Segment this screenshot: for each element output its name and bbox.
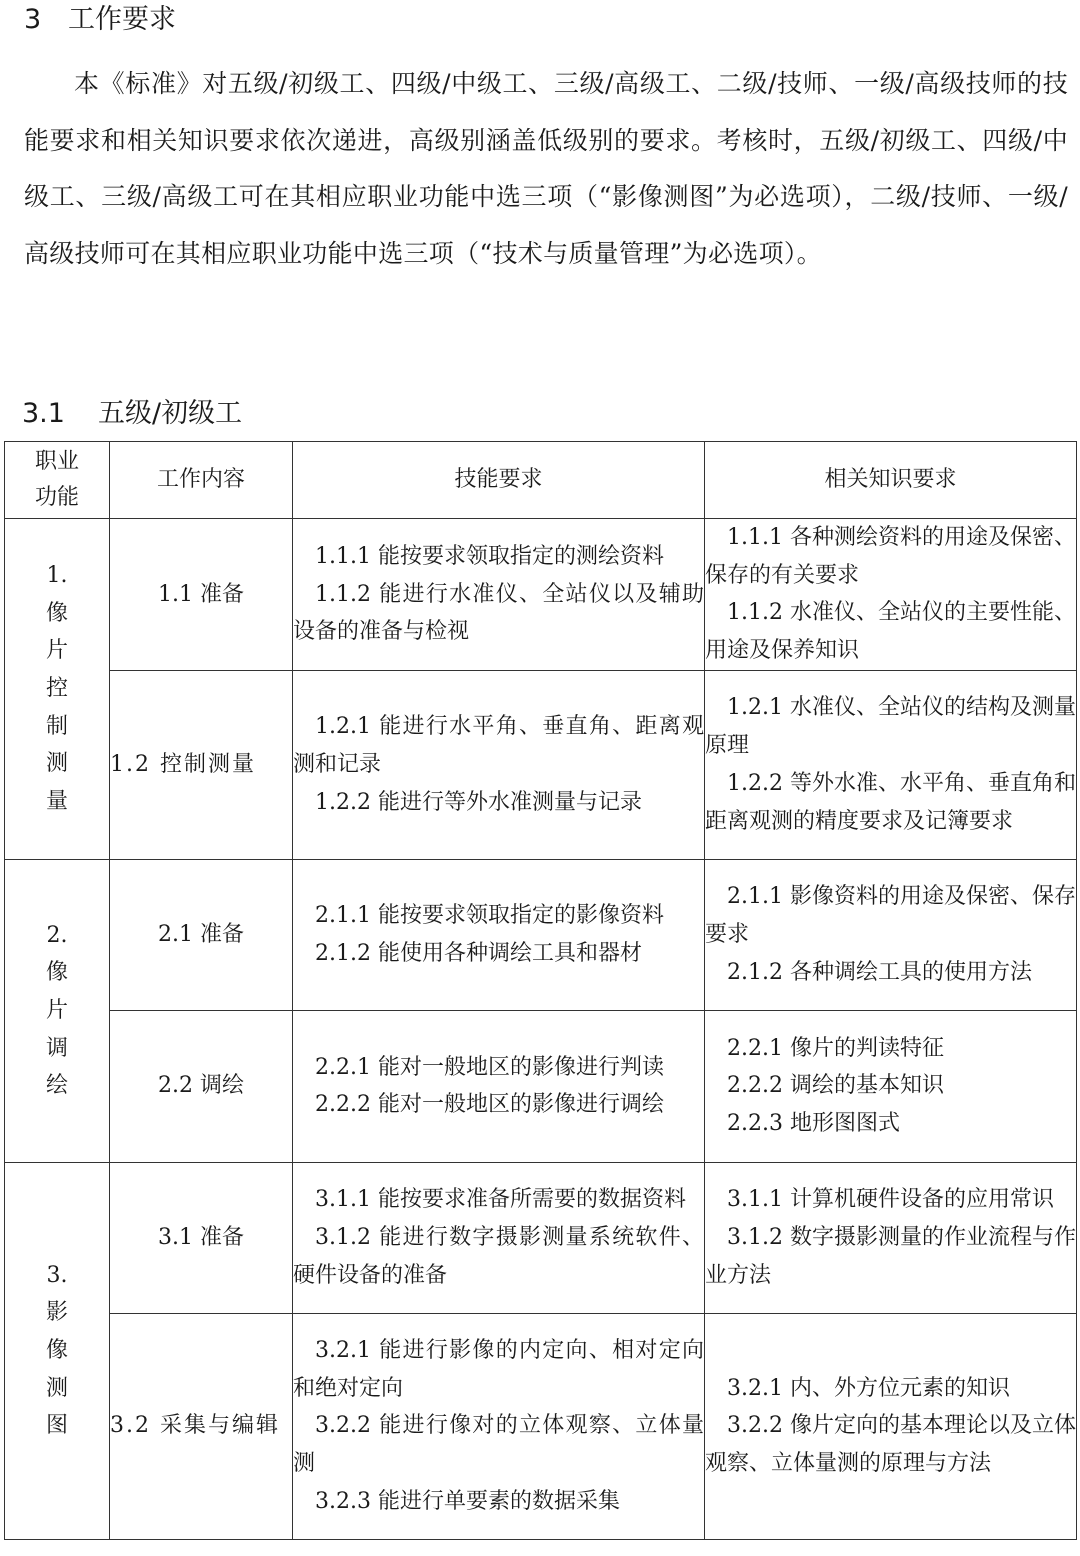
function-label: 3.影像测图	[45, 1262, 68, 1439]
table-row	[5, 519, 1077, 671]
skill-item: 1.1.2 能进行水准仪、全站仪以及辅助设备的准备与检视	[293, 581, 704, 645]
header-function-line2: 功能	[34, 485, 79, 510]
header-function	[5, 442, 110, 519]
skills-cell	[293, 519, 705, 671]
skill-item: 2.2.2 能对一般地区的影像进行调绘	[315, 1092, 664, 1118]
skill-item: 2.2.1 能对一般地区的影像进行判读	[315, 1054, 664, 1080]
function-cell	[5, 1162, 110, 1539]
knowledge-item: 3.2.2 像片定向的基本理论以及立体观察、立体量测的原理与方法	[705, 1413, 1076, 1477]
knowledge-cell	[705, 1010, 1077, 1162]
skill-item: 3.2.2 能进行像对的立体观察、立体量测	[293, 1413, 704, 1477]
content-cell: 3.1 准备	[110, 1162, 293, 1313]
knowledge-item: 1.1.1 各种测绘资料的用途及保密、保存的有关要求	[705, 525, 1076, 588]
skills-cell	[293, 670, 705, 859]
content-cell: 1.1 准备	[110, 519, 293, 671]
function-label: 2.像片调绘	[45, 922, 68, 1099]
function-label: 1.像片控制测量	[45, 563, 68, 814]
skill-item: 1.2.1 能进行水平角、垂直角、距离观测和记录	[293, 714, 704, 777]
header-function-line1: 职业	[34, 449, 79, 474]
section-heading	[24, 0, 176, 40]
table-row	[5, 1313, 1077, 1539]
skill-item: 3.1.2 能进行数字摄影测量系统软件、硬件设备的准备	[293, 1224, 704, 1288]
skills-cell	[293, 1010, 705, 1162]
skill-item: 1.2.2 能进行等外水准测量与记录	[315, 789, 642, 815]
subsection-number: 3.1	[22, 398, 65, 429]
header-skills: 技能要求	[293, 442, 705, 519]
knowledge-item: 2.1.2 各种调绘工具的使用方法	[727, 959, 1032, 985]
content-cell: 2.2 调绘	[110, 1010, 293, 1162]
knowledge-cell	[705, 519, 1077, 671]
section-title: 工作要求	[68, 4, 176, 35]
knowledge-item: 3.2.1 内、外方位元素的知识	[727, 1375, 1010, 1401]
knowledge-item: 1.2.1 水准仪、全站仪的结构及测量原理	[705, 695, 1076, 759]
table-row	[5, 859, 1077, 1010]
knowledge-item: 3.1.1 计算机硬件设备的应用常识	[727, 1187, 1054, 1213]
intro-paragraph: 本《标准》对五级/初级工、四级/中级工、三级/高级工、二级/技师、一级/高级技师的技能要求和相关知识要求依次递进，高级别涵盖低级别的要求。考核时，五级/初级工、四级/中级工、三级/高级工可在其相应职业功能中选三项（“影像测图”为必选项），二级/技师、一级/高级技师可在其相应职业功能中选三项（“技术与质量管理”为必选项）。	[24, 69, 1068, 268]
knowledge-cell	[705, 859, 1077, 1010]
skills-cell	[293, 859, 705, 1010]
header-content: 工作内容	[110, 442, 293, 519]
skills-cell	[293, 1162, 705, 1313]
knowledge-cell	[705, 1313, 1077, 1539]
knowledge-item: 2.2.3 地形图图式	[727, 1111, 900, 1137]
skill-item: 2.1.1 能按要求领取指定的影像资料	[315, 903, 664, 929]
table-row	[5, 1162, 1077, 1313]
content-cell: 2.1 准备	[110, 859, 293, 1010]
table-header-row	[5, 442, 1077, 519]
content-cell: 3.2 采集与编辑	[110, 1313, 293, 1539]
knowledge-cell	[705, 670, 1077, 859]
skill-item: 3.1.1 能按要求准备所需要的数据资料	[315, 1187, 686, 1213]
table-row	[5, 1010, 1077, 1162]
skill-item: 1.1.1 能按要求领取指定的测绘资料	[315, 543, 664, 569]
section-number: 3	[24, 4, 42, 35]
knowledge-item: 2.2.1 像片的判读特征	[727, 1035, 944, 1061]
skill-item: 3.2.3 能进行单要素的数据采集	[315, 1488, 620, 1514]
knowledge-item: 3.1.2 数字摄影测量的作业流程与作业方法	[705, 1224, 1076, 1288]
knowledge-item: 2.2.2 调绘的基本知识	[727, 1073, 944, 1099]
content-cell: 1.2 控制测量	[110, 670, 293, 859]
skill-item: 2.1.2 能使用各种调绘工具和器材	[315, 940, 642, 966]
skill-item: 3.2.1 能进行影像的内定向、相对定向和绝对定向	[293, 1338, 704, 1401]
subsection-heading	[22, 394, 242, 434]
requirements-table	[4, 441, 1077, 1540]
knowledge-item: 1.1.2 水准仪、全站仪的主要性能、用途及保养知识	[705, 600, 1076, 664]
subsection-title: 五级/初级工	[98, 398, 243, 429]
function-cell	[5, 519, 110, 860]
knowledge-cell	[705, 1162, 1077, 1313]
knowledge-item: 2.1.1 影像资料的用途及保密、保存要求	[705, 884, 1076, 947]
knowledge-item: 1.2.2 等外水准、水平角、垂直角和距离观测的精度要求及记簿要求	[705, 770, 1076, 834]
function-cell	[5, 859, 110, 1162]
skills-cell	[293, 1313, 705, 1539]
header-knowledge: 相关知识要求	[705, 442, 1077, 519]
table-row	[5, 670, 1077, 859]
